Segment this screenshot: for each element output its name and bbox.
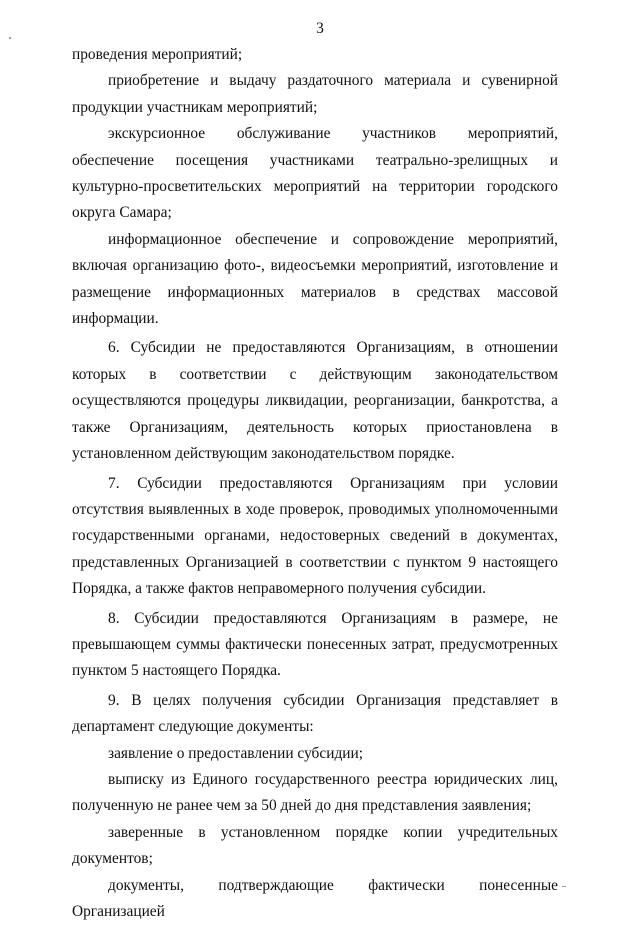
paragraph-founding-documents: заверенные в установленном порядке копии учредительных документов; xyxy=(72,823,558,868)
page-number: 3 xyxy=(316,20,324,37)
paragraph-clause-6: 6. Субсидии не предоставляются Организациям, в отношении которых в соответствии с действующим законодательством осуществляются процедуры ликвидации, реорганизации, банкротства, а также Организациям, деятельность которых приостановлена в установленном действующим законодательством порядке. xyxy=(72,339,558,463)
paragraph-clause-9: 9. В целях получения субсидии Организация представляет в департамент следующие документы: xyxy=(72,691,558,736)
paragraph-clause-8: 8. Субсидии предоставляются Организациям в размере, не превышающем суммы фактически понесенных затрат, предусмотренных пунктом 5 настоящего Порядка. xyxy=(72,609,558,680)
scan-speck-bottom xyxy=(562,886,566,887)
paragraph-information-support: информационное обеспечение и сопровождение мероприятий, включая организацию фото-, видеосъемки мероприятий, изготовление и размещение информационных материалов в средствах массовой информации. xyxy=(72,230,558,328)
scan-speck-left xyxy=(9,37,11,39)
document-body xyxy=(72,42,558,925)
paragraph-intro-tail: проведения мероприятий; xyxy=(72,46,243,63)
paragraph-souvenirs: приобретение и выдачу раздаточного материала и сувенирной продукции участникам мероприятий; xyxy=(72,72,558,116)
paragraph-clause-7: 7. Субсидии предоставляются Организациям при условии отсутствия выявленных в ходе проверок, проводимых уполномоченными государственными органами, недостоверных сведений в документах, представленных Организацией в соответствии с пунктом 9 настоящего Порядка, а также фактов неправомерного получения субсидии. xyxy=(72,474,558,598)
paragraph-excursions: экскурсионное обслуживание участников мероприятий, обеспечение посещения участниками театрально-зрелищных и культурно-просветительских мероприятий на территории городского округа Самара; xyxy=(72,125,558,222)
paragraph-application: заявление о предоставлении субсидии; xyxy=(108,744,364,762)
paragraph-expense-documents: документы, подтверждающие фактически понесенные Организацией xyxy=(72,876,558,920)
paragraph-registry-extract: выписку из Единого государственного реестра юридических лиц, полученную не ранее чем за 50 дней до дня представления заявления; xyxy=(72,770,558,815)
